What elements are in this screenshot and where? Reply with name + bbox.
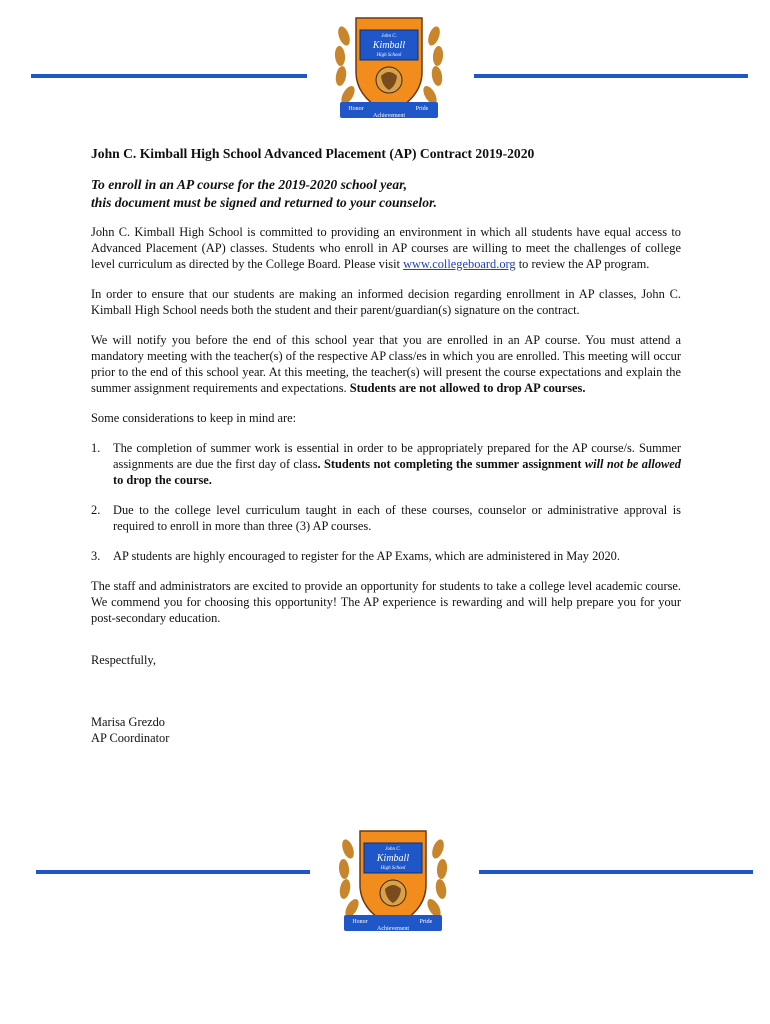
crest-bottom-word: Achievement	[373, 113, 405, 119]
crest-top-text: John C.	[381, 34, 397, 39]
list-number: 3.	[91, 549, 101, 563]
crest-right-word: Pride	[415, 106, 429, 112]
crest-sub: High School	[376, 53, 402, 58]
crest-left-word: Honor	[352, 919, 368, 925]
paragraph-notification: We will notify you before the end of this school year that you are enrolled in an AP course. You must attend a mandatory meeting with the teacher(s) of the respective AP class/es in which you are enrolled. This meeting will occur prior to the end of this school year. At this meeting, the teacher(s) will present the course expectations and explain the summer assignment requirements and expectations. Students are not allowed to drop AP courses.	[91, 333, 681, 395]
paragraph-encouragement: The staff and administrators are excited to provide an opportunity for students to take a college level academic course. We commend you for choosing this opportunity! The AP experience is rewarding and will help prepare you for your post-secondary education.	[91, 579, 681, 625]
list-number: 1.	[91, 441, 101, 455]
crest-name: Kimball	[376, 853, 410, 864]
crest-sub: High School	[380, 866, 406, 871]
list-item-text: AP students are highly encouraged to register for the AP Exams, which are administered in May 2020.	[113, 549, 620, 563]
list-item	[91, 440, 681, 488]
collegeboard-link[interactable]: www.collegeboard.org	[403, 257, 516, 271]
top-right-rule	[474, 74, 748, 78]
crest-top-text: John C.	[385, 847, 401, 852]
school-crest-top	[334, 10, 444, 125]
subtitle-line-2: this document must be signed and returned to your counselor.	[91, 195, 437, 210]
crest-left-word: Honor	[348, 106, 364, 112]
bottom-right-rule	[479, 870, 753, 874]
school-crest-bottom	[338, 823, 448, 938]
paragraph-commitment: John C. Kimball High School is committed to providing an environment in which all students have equal access to Advanced Placement (AP) classes. Students who enroll in AP courses are willing to meet the challenges of college level curriculum as directed by the College Board. Please visit www.collegeboard.org to review the AP program.	[91, 225, 681, 271]
bottom-left-rule	[36, 870, 310, 874]
crest-right-word: Pride	[419, 919, 433, 925]
document-subtitle	[91, 176, 681, 212]
list-item	[91, 548, 681, 564]
paragraph-considerations: Some considerations to keep in mind are:	[91, 411, 297, 425]
letter-body	[91, 146, 681, 746]
paragraph-informed-decision: In order to ensure that our students are making an informed decision regarding enrollment in AP classes, John C. Kimball High School needs both the student and their parent/guardian(s) signature on the contract.	[91, 287, 681, 317]
top-left-rule	[31, 74, 307, 78]
closing: Respectfully,	[91, 653, 156, 667]
list-number: 2.	[91, 503, 101, 517]
signature-block	[91, 714, 681, 746]
crest-name: Kimball	[372, 40, 406, 51]
signer-name: Marisa Grezdo	[91, 715, 165, 729]
list-item-text: Due to the college level curriculum taught in each of these courses, counselor or administrative approval is required to enroll in more than three (3) AP courses.	[113, 503, 681, 533]
no-drop-notice: Students are not allowed to drop AP courses.	[349, 381, 586, 395]
subtitle-line-1: To enroll in an AP course for the 2019-2020 school year,	[91, 177, 408, 192]
list-item	[91, 502, 681, 534]
signer-title: AP Coordinator	[91, 731, 170, 745]
list-item-text: The completion of summer work is essential in order to be appropriately prepared for the AP course/s. Summer assignments are due the first day of class. Students not completing the summer assignment will not be allowed to drop the course.	[113, 441, 681, 487]
crest-bottom-word: Achievement	[377, 926, 409, 932]
document-title: John C. Kimball High School Advanced Placement (AP) Contract 2019-2020	[91, 146, 535, 161]
